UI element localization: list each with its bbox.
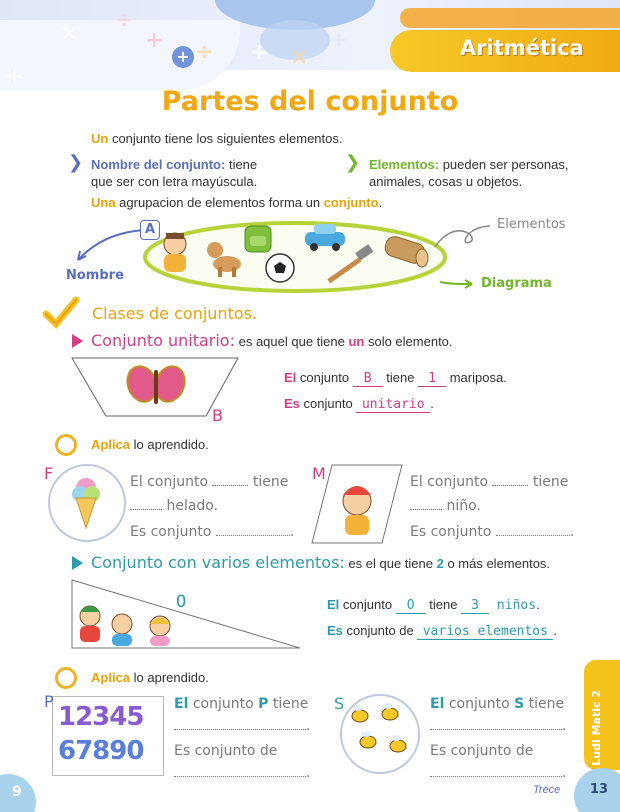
set-b-letter: B <box>212 406 223 425</box>
aplica-keyword: Aplica <box>91 437 131 452</box>
digits-bottom: 67890 <box>58 736 144 766</box>
exercise-text: El conjunto <box>410 474 489 490</box>
answer-blank[interactable] <box>496 524 570 536</box>
divide-icon: ÷ <box>195 40 214 65</box>
agrupacion-text <box>91 195 382 210</box>
page-number: 13 <box>590 782 609 797</box>
nombre-text-2: que ser con letra mayúscula. <box>91 174 258 189</box>
divide-icon: ÷ <box>115 8 134 33</box>
elementos-label: Elementos: <box>369 157 440 172</box>
side-tab-label: Ludi Matic 2 <box>590 690 603 766</box>
soccer-ball-picture <box>266 254 294 282</box>
varios-title: Conjunto con varios elementos: <box>91 553 345 572</box>
left-page-number: 9 <box>12 784 22 800</box>
plus-icon: + <box>145 28 164 53</box>
plus-icon: + <box>5 64 24 89</box>
unitario-l1-text: conjunto <box>296 370 353 385</box>
exercise-keyword: El <box>430 696 445 712</box>
multiply-icon: ✕ <box>290 46 309 71</box>
answer-text: niños <box>489 598 537 613</box>
unitario-line-2 <box>284 396 434 413</box>
set-name-letter: A <box>140 220 160 240</box>
multiply-icon: ✕ <box>60 22 79 47</box>
elementos-arrow <box>435 226 490 247</box>
triangle-bullet-icon <box>72 334 83 348</box>
exercise-text: Es conjunto de <box>174 743 278 759</box>
divide-icon: ÷ <box>330 28 349 53</box>
answer-blank[interactable] <box>410 498 442 510</box>
check-icon <box>42 296 82 330</box>
exercise-keyword: El <box>174 696 189 712</box>
plus-icon: + <box>172 46 194 68</box>
answer-blank[interactable] <box>216 524 290 536</box>
unitario-line-1 <box>284 370 507 387</box>
section-title: Aritmética <box>460 36 584 60</box>
unitario-heading <box>91 331 453 351</box>
answer-field: B <box>353 371 383 387</box>
exercise-text: niño. <box>446 498 481 514</box>
varios-l2-keyword: Es <box>327 623 343 638</box>
nombre-arrow <box>78 230 145 260</box>
unitario-l2-text: conjunto <box>299 396 357 411</box>
set-s-letter: S <box>334 694 345 713</box>
varios-line-1 <box>327 597 540 614</box>
set-o-letter: O <box>176 592 187 612</box>
chevron-right-icon: ❯ <box>345 152 361 173</box>
set-p-letter: P <box>44 692 54 711</box>
varios-heading <box>91 553 550 573</box>
aplica-text: lo aprendido. <box>130 437 209 452</box>
intro-keyword: Un <box>91 131 109 146</box>
exercise-set-letter: S <box>514 696 525 712</box>
exercise-text: El conjunto <box>130 474 209 490</box>
plus-icon: + <box>250 40 269 65</box>
agrupacion-text-mid: agrupacion de elementos forma un <box>115 195 324 210</box>
page-word: Trece <box>533 784 561 796</box>
exercise-text: helado. <box>166 498 219 514</box>
answer-blank[interactable] <box>174 765 306 777</box>
set-f-exercise <box>130 470 288 518</box>
unitario-def-end: solo elemento. <box>364 334 453 349</box>
answer-blank[interactable] <box>430 765 562 777</box>
backpack-picture <box>245 226 271 252</box>
aplica-2-heading <box>91 670 209 685</box>
diagrama-label: Diagrama <box>481 276 552 291</box>
varios-def: es el que tiene <box>344 556 437 571</box>
chevron-right-icon: ❯ <box>68 152 84 173</box>
answer-field: 3 <box>461 598 489 614</box>
varios-l1-text: . <box>536 597 540 612</box>
answer-blank[interactable] <box>212 474 248 486</box>
unitario-title: Conjunto unitario: <box>91 331 235 350</box>
unitario-l2-keyword: Es <box>284 396 300 411</box>
elementos-text-2: animales, cosas u objetos. <box>369 174 523 189</box>
triangle-bullet-icon <box>72 556 83 570</box>
elementos-text-1: pueden ser personas, <box>439 157 569 172</box>
set-m-letter: M <box>312 464 326 483</box>
set-s-exercise: El conjunto S tiene . <box>430 696 567 734</box>
clases-title: Clases de conjuntos. <box>92 304 258 323</box>
page-title: Partes del conjunto <box>161 86 459 117</box>
aplica-1-heading <box>91 437 209 452</box>
elementos-label-diagram: Elementos <box>497 217 566 232</box>
agrupacion-period: . <box>378 195 383 210</box>
exercise-text: conjunto <box>188 696 259 712</box>
answer-field: 1 <box>418 371 446 387</box>
exercise-set-letter: P <box>258 696 269 712</box>
nombre-label: Nombre del conjunto: <box>91 157 226 172</box>
exercise-text: tiene <box>268 696 309 712</box>
answer-blank[interactable] <box>174 718 306 730</box>
ice-cream-picture <box>66 474 106 530</box>
varios-def-highlight: 2 <box>436 556 444 571</box>
intro-rest: conjunto tiene los siguientes elementos. <box>108 131 343 146</box>
unitario-l1-text: tiene <box>382 370 419 385</box>
nombre-text-1: tiene <box>225 157 258 172</box>
set-o-diagram <box>70 578 302 652</box>
unitario-def-highlight: un <box>348 334 365 349</box>
exercise-text: conjunto <box>444 696 515 712</box>
child-picture <box>164 233 186 272</box>
exercise-text: tiene <box>532 474 569 490</box>
set-f-exercise-2: Es conjunto . <box>130 524 295 540</box>
set-p-exercise-2: Es conjunto de . <box>174 743 311 781</box>
unitario-l1-text: mariposa. <box>446 370 507 385</box>
varios-l1-keyword: El <box>327 597 340 612</box>
nombre-label-diagram: Nombre <box>66 268 124 283</box>
agrupacion-keyword: Una <box>91 195 116 210</box>
exercise-text: Es conjunto <box>410 524 492 540</box>
varios-l2-text: . <box>553 623 557 638</box>
set-s-exercise-2: Es conjunto de . <box>430 743 567 781</box>
varios-def-end: o más elementos. <box>443 556 551 571</box>
exercise-text: tiene <box>252 474 289 490</box>
answer-blank[interactable] <box>430 718 562 730</box>
set-m-exercise <box>410 470 568 518</box>
answer-blank[interactable] <box>492 474 528 486</box>
bees-picture <box>346 702 414 766</box>
unitario-l2-text: . <box>430 396 434 411</box>
elementos-definition <box>369 156 568 190</box>
answer-field: varios elementos <box>417 624 553 640</box>
unitario-def: es aquel que tiene <box>234 334 349 349</box>
unitario-l1-keyword: El <box>284 370 297 385</box>
varios-l1-text: conjunto <box>339 597 396 612</box>
stopwatch-icon <box>55 434 77 456</box>
exercise-text: Es conjunto <box>130 524 212 540</box>
boy-picture <box>343 486 371 535</box>
exercise-text: tiene <box>524 696 565 712</box>
digits-top: 12345 <box>58 702 144 732</box>
set-f-letter: F <box>44 464 54 483</box>
varios-l2-text: conjunto de <box>342 623 418 638</box>
set-p-exercise: El conjunto P tiene . <box>174 696 311 734</box>
aplica-keyword: Aplica <box>91 670 131 685</box>
aplica-text: lo aprendido. <box>130 670 209 685</box>
answer-blank[interactable] <box>130 498 162 510</box>
answer-field: O <box>396 598 426 614</box>
varios-l1-text: tiene <box>425 597 462 612</box>
stopwatch-icon <box>55 667 77 689</box>
set-m-exercise-2: Es conjunto . <box>410 524 575 540</box>
varios-line-2 <box>327 623 557 640</box>
agrupacion-highlight: conjunto <box>323 195 379 210</box>
nombre-definition <box>91 156 257 190</box>
answer-field: unitario <box>356 397 430 413</box>
intro-text <box>91 131 343 146</box>
header-banner-strip <box>400 8 620 28</box>
exercise-text: Es conjunto de <box>430 743 534 759</box>
